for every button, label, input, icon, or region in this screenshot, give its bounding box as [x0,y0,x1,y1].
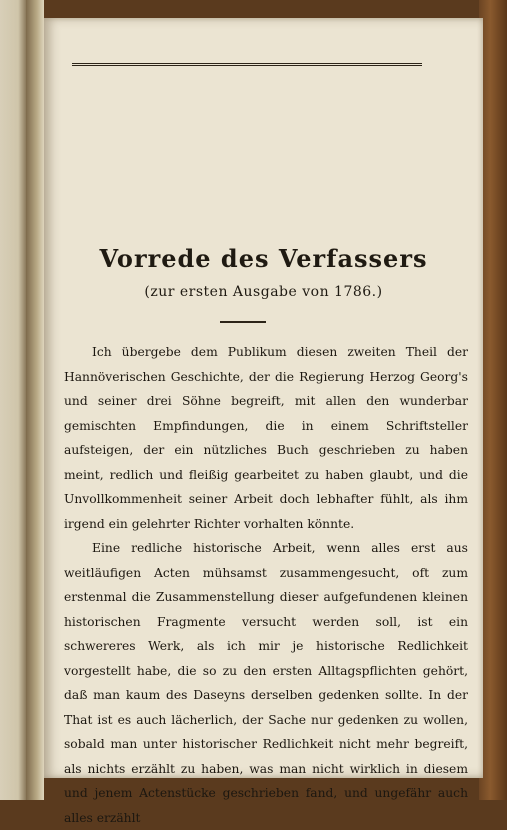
paragraph-1: Ich übergebe dem Publikum diesen zweiten Theil der Hannöverischen Geschichte, der die Regierung Herzog Georg's und seiner drei Söhne begreift, mit allen den wunderbar gemischten Empfindungen, die in einem Schriftsteller aufsteigen, der ein nützliches Buch geschrieben zu haben meint, redlich und fleißig gearbeitet zu haben glaubt, und die Unvollkommenheit seiner Arbeit doch lebhafter fühlt, als ihm irgend ein gelehrter Richter vorhalten könnte. [64,345,468,531]
title-divider [220,321,266,323]
paragraph-2: Eine redliche historische Arbeit, wenn alles erst aus weitläufigen Acten mühsamst zusammengesucht, oft zum erstenmal die Zusammenstellung dieser aufgefundenen kleinen historischen Fragmente versucht werden soll, ist ein schwereres Werk, als ich mir je historische Redlichkeit vorgestellt habe, die so zu den ersten Alltagspflichten gehört, daß man kaum des Daseyns derselben gedenken sollte. In der That ist es auch lächerlich, der Sache nur gedenken zu wollen, sobald man unter historischer Redlichkeit nicht mehr begreift, als nichts erzählt zu haben, was man nicht wirklich in diesem und jenem Actenstücke geschrieben fand, und ungefähr auch alles erzählt [64,541,468,825]
header-rule [72,63,422,66]
page-subtitle: (zur ersten Ausgabe von 1786.) [144,284,383,300]
book-page [44,18,483,825]
book-cover-right [479,0,507,800]
book-cover-left [0,0,26,800]
body-text [64,340,468,830]
book-gutter [26,0,44,800]
page-title: Vorrede des Verfassers [99,244,428,273]
